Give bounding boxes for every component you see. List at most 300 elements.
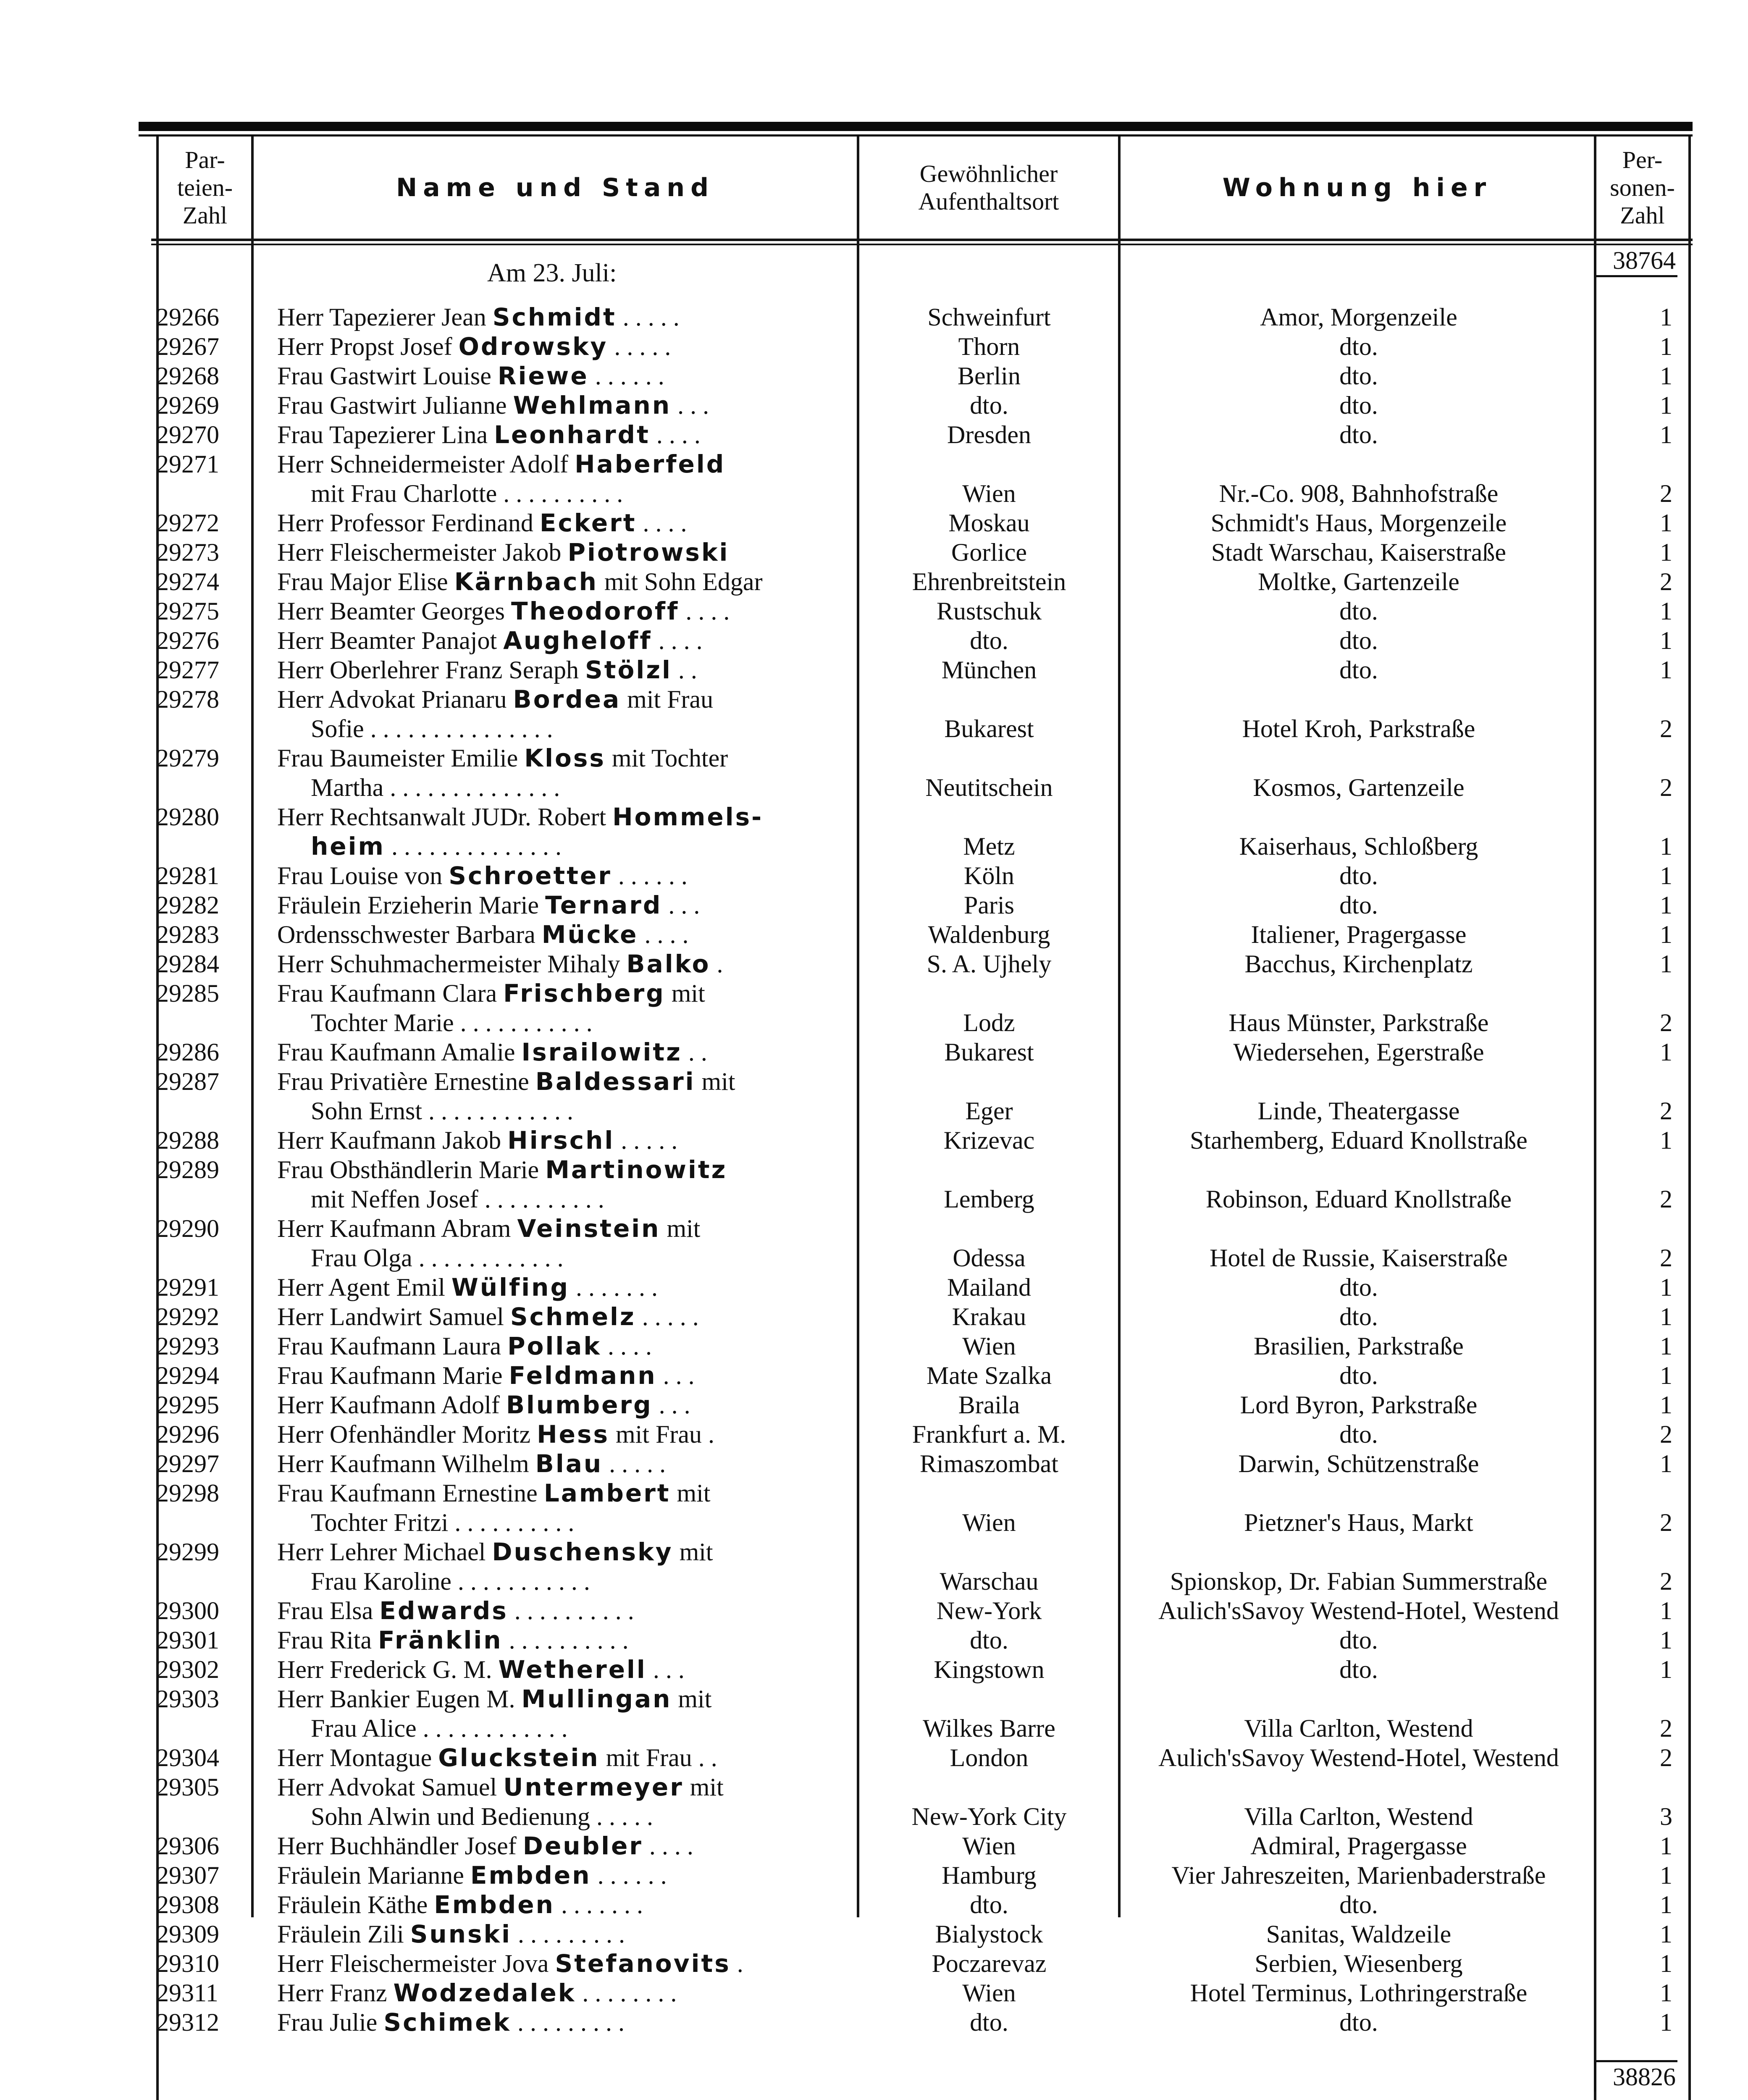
lodging-address: Sanitas, Waldzeile bbox=[1266, 1920, 1451, 1948]
name-and-status-continued bbox=[277, 1008, 874, 1037]
name-text: Herr Fleischermeister Jakob bbox=[277, 538, 568, 566]
usual-residence: Metz bbox=[963, 832, 1015, 860]
party-number: 29280 bbox=[156, 803, 219, 831]
name-text: Herr Agent Emil bbox=[277, 1273, 451, 1301]
lodging-address: Aulich'sSavoy Westend-Hotel, Westend bbox=[1158, 1744, 1559, 1772]
party-number: 29303 bbox=[156, 1685, 219, 1713]
name-and-status-continued bbox=[277, 1714, 874, 1743]
person-count: 1 bbox=[1660, 891, 1672, 919]
lodging-address: Kaiserhaus, Schloßberg bbox=[1239, 832, 1478, 860]
person-count: 1 bbox=[1660, 921, 1672, 948]
name-and-status bbox=[277, 1537, 840, 1567]
surname: Veinstein bbox=[517, 1214, 661, 1243]
name-text: Frau Alice . . . . . . . . . . . . bbox=[311, 1714, 568, 1742]
usual-residence: Gorlice bbox=[951, 538, 1027, 566]
usual-residence: Wien bbox=[962, 1979, 1016, 2007]
usual-residence: Wilkes Barre bbox=[923, 1714, 1055, 1742]
party-number: 29277 bbox=[156, 656, 219, 684]
lodging-address: dto. bbox=[1339, 1656, 1378, 1683]
name-text: Herr Kaufmann Jakob bbox=[277, 1126, 508, 1154]
name-and-status bbox=[277, 1743, 840, 1772]
name-text: Herr Schneidermeister Adolf bbox=[277, 450, 575, 478]
usual-residence: Dresden bbox=[947, 421, 1031, 449]
name-text: mit bbox=[660, 1215, 701, 1242]
lodging-address: dto. bbox=[1339, 891, 1378, 919]
lodging-address: dto. bbox=[1339, 362, 1378, 390]
surname: Mücke bbox=[541, 920, 638, 949]
name-text: . . . bbox=[656, 1362, 695, 1389]
usual-residence: Krizevac bbox=[943, 1126, 1035, 1154]
name-text: Frau Elsa bbox=[277, 1597, 380, 1625]
name-text: mit Frau . bbox=[609, 1420, 715, 1448]
person-count: 1 bbox=[1660, 1891, 1672, 1919]
lodging-address: dto. bbox=[1339, 627, 1378, 654]
carry-over-total: 38764 bbox=[1594, 246, 1677, 277]
party-number: 29305 bbox=[156, 1773, 219, 1801]
name-text: Herr Fleischermeister Jova bbox=[277, 1950, 555, 1977]
name-text: Frau Obsthändlerin Marie bbox=[277, 1156, 546, 1184]
party-number: 29278 bbox=[156, 685, 219, 713]
name-text: . . . . . . . . . bbox=[511, 2008, 625, 2036]
name-text: Frau Kaufmann Amalie bbox=[277, 1038, 522, 1066]
person-count: 1 bbox=[1660, 1362, 1672, 1389]
party-number: 29309 bbox=[156, 1920, 219, 1948]
usual-residence: Wien bbox=[962, 1332, 1016, 1360]
name-text: mit Frau Charlotte . . . . . . . . . . bbox=[311, 480, 623, 507]
header-bottom-rule-2 bbox=[151, 244, 1693, 245]
name-text: Martha . . . . . . . . . . . . . . bbox=[311, 774, 560, 801]
usual-residence: Hamburg bbox=[942, 1861, 1037, 1889]
party-number: 29288 bbox=[156, 1126, 219, 1154]
lodging-address: Amor, Morgenzeile bbox=[1260, 303, 1457, 331]
header-name-and-status: Name und Stand bbox=[396, 173, 715, 202]
party-number: 29312 bbox=[156, 2008, 219, 2036]
party-number: 29283 bbox=[156, 921, 219, 948]
name-text: . . . . bbox=[601, 1332, 652, 1360]
person-count: 1 bbox=[1660, 950, 1672, 978]
person-count: 1 bbox=[1660, 509, 1672, 537]
person-count: 1 bbox=[1660, 627, 1672, 654]
party-number: 29292 bbox=[156, 1303, 219, 1331]
usual-residence: Lodz bbox=[963, 1009, 1015, 1037]
party-number: 29290 bbox=[156, 1215, 219, 1242]
surname: Ternard bbox=[545, 891, 662, 919]
party-number: 29276 bbox=[156, 627, 219, 654]
name-and-status bbox=[277, 743, 840, 773]
usual-residence: Krakau bbox=[952, 1303, 1026, 1331]
column-rule-right bbox=[1688, 136, 1691, 2100]
name-and-status bbox=[277, 1420, 840, 1449]
lodging-address: dto. bbox=[1339, 333, 1378, 360]
surname: Hirschl bbox=[507, 1126, 615, 1155]
usual-residence: New-York City bbox=[911, 1803, 1067, 1830]
surname: heim bbox=[311, 832, 385, 861]
surname: Schmidt bbox=[492, 303, 617, 331]
name-and-status bbox=[277, 361, 840, 391]
lodging-address: Villa Carlton, Westend bbox=[1244, 1803, 1473, 1830]
person-count: 2 bbox=[1660, 774, 1672, 801]
name-and-status bbox=[277, 685, 840, 714]
person-count: 1 bbox=[1660, 1656, 1672, 1683]
name-and-status bbox=[277, 449, 840, 479]
usual-residence: London bbox=[950, 1744, 1029, 1772]
lodging-address: Italiener, Pragergasse bbox=[1251, 921, 1467, 948]
party-number: 29271 bbox=[156, 450, 219, 478]
surname: Hess bbox=[537, 1420, 610, 1449]
name-and-status bbox=[277, 391, 840, 420]
name-text: . . . . . . . bbox=[554, 1891, 643, 1919]
date-line: Am 23. Juli: bbox=[487, 259, 617, 287]
name-and-status bbox=[277, 1273, 840, 1302]
name-text: Sohn Alwin und Bedienung . . . . . bbox=[311, 1803, 654, 1830]
surname: Wetherell bbox=[498, 1655, 647, 1684]
surname: Lambert bbox=[543, 1479, 671, 1507]
name-text: . . . . . bbox=[614, 1126, 678, 1154]
surname: Leonhardt bbox=[494, 420, 650, 449]
party-number: 29270 bbox=[156, 421, 219, 449]
name-text: Herr Advokat Prianaru bbox=[277, 685, 513, 713]
name-and-status bbox=[277, 802, 840, 832]
person-count: 2 bbox=[1660, 568, 1672, 596]
name-and-status bbox=[277, 1890, 840, 1919]
surname: Wülfing bbox=[451, 1273, 570, 1302]
usual-residence: Köln bbox=[964, 862, 1014, 890]
name-text: . . . . . . . . bbox=[576, 1979, 677, 2007]
party-number: 29266 bbox=[156, 303, 219, 331]
name-and-status-continued bbox=[277, 714, 874, 743]
person-count: 1 bbox=[1660, 421, 1672, 449]
name-and-status-continued bbox=[277, 1802, 874, 1831]
usual-residence: Ehrenbreitstein bbox=[912, 568, 1066, 596]
party-number: 29286 bbox=[156, 1038, 219, 1066]
person-count: 1 bbox=[1660, 1391, 1672, 1419]
surname: Theodoroff bbox=[511, 597, 680, 625]
header-person-count: Per- sonen- Zahl bbox=[1610, 146, 1675, 229]
surname: Duschensky bbox=[492, 1538, 673, 1566]
lodging-address: dto. bbox=[1339, 656, 1378, 684]
surname: Schmelz bbox=[510, 1302, 636, 1331]
name-text: Frau Gastwirt Julianne bbox=[277, 391, 513, 419]
lodging-address: dto. bbox=[1339, 391, 1378, 419]
name-text: Frau Kaufmann Laura bbox=[277, 1332, 508, 1360]
lodging-address: Bacchus, Kirchenplatz bbox=[1244, 950, 1473, 978]
usual-residence: Paris bbox=[964, 891, 1014, 919]
lodging-address: Robinson, Eduard Knollstraße bbox=[1205, 1185, 1512, 1213]
name-text: Herr Beamter Georges bbox=[277, 597, 511, 625]
surname: Mullingan bbox=[521, 1685, 672, 1713]
surname: Schroetter bbox=[449, 861, 612, 890]
name-text: Fräulein Erzieherin Marie bbox=[277, 891, 546, 919]
name-text: Frau Olga . . . . . . . . . . . . bbox=[311, 1244, 564, 1272]
usual-residence: Wien bbox=[962, 1832, 1016, 1860]
name-text: Herr Bankier Eugen M. bbox=[277, 1685, 522, 1713]
surname: Haberfeld bbox=[575, 450, 726, 478]
lodging-address: Serbien, Wiesenberg bbox=[1255, 1950, 1463, 1977]
surname: Balko bbox=[626, 950, 711, 978]
name-text: Herr Schuhmachermeister Mihaly bbox=[277, 950, 627, 978]
name-text: . bbox=[710, 950, 723, 978]
surname: Untermeyer bbox=[503, 1773, 684, 1801]
party-number: 29268 bbox=[156, 362, 219, 390]
person-count: 2 bbox=[1660, 1244, 1672, 1272]
person-count: 1 bbox=[1660, 1832, 1672, 1860]
usual-residence: Schweinfurt bbox=[927, 303, 1051, 331]
surname: Kärnbach bbox=[454, 567, 598, 596]
party-number: 29273 bbox=[156, 538, 219, 566]
name-text: . . . . bbox=[638, 921, 689, 948]
party-number: 29269 bbox=[156, 391, 219, 419]
name-text: Herr Beamter Panajot bbox=[277, 627, 504, 654]
party-number: 29282 bbox=[156, 891, 219, 919]
person-count: 2 bbox=[1660, 1185, 1672, 1213]
person-count: 2 bbox=[1660, 1009, 1672, 1037]
name-text: . . . . . . bbox=[588, 362, 664, 390]
name-text: Frau Louise von bbox=[277, 862, 449, 890]
name-and-status bbox=[277, 2008, 840, 2037]
usual-residence: Wien bbox=[962, 1509, 1016, 1536]
lodging-address: Vier Jahreszeiten, Marienbaderstraße bbox=[1171, 1861, 1546, 1889]
name-text: Herr Professor Ferdinand bbox=[277, 509, 540, 537]
party-number: 29275 bbox=[156, 597, 219, 625]
usual-residence: Bialystock bbox=[935, 1920, 1043, 1948]
usual-residence: Waldenburg bbox=[928, 921, 1050, 948]
name-and-status bbox=[277, 1772, 840, 1802]
lodging-address: Haus Münster, Parkstraße bbox=[1228, 1009, 1489, 1037]
person-count: 1 bbox=[1660, 1979, 1672, 2007]
usual-residence: Bukarest bbox=[944, 715, 1034, 743]
surname: Embden bbox=[434, 1890, 555, 1919]
party-number: 29299 bbox=[156, 1538, 219, 1566]
name-text: Herr Ofenhändler Moritz bbox=[277, 1420, 537, 1448]
party-number: 29298 bbox=[156, 1479, 219, 1507]
party-number: 29300 bbox=[156, 1597, 219, 1625]
name-text: Herr Rechtsanwalt JUDr. Robert bbox=[277, 803, 613, 831]
party-number: 29287 bbox=[156, 1068, 219, 1095]
name-and-status-continued bbox=[277, 1184, 874, 1214]
usual-residence: Moskau bbox=[948, 509, 1030, 537]
name-and-status bbox=[277, 1361, 840, 1390]
surname: Martinowitz bbox=[545, 1155, 727, 1184]
name-and-status bbox=[277, 1067, 840, 1096]
name-text: . . . . . bbox=[603, 1450, 666, 1478]
name-and-status-continued bbox=[277, 1243, 874, 1273]
surname: Stölzl bbox=[585, 656, 672, 684]
usual-residence: Odessa bbox=[953, 1244, 1026, 1272]
name-and-status bbox=[277, 302, 840, 332]
name-text: Herr Buchhändler Josef bbox=[277, 1832, 523, 1860]
name-text: Frau Baumeister Emilie bbox=[277, 744, 525, 772]
name-and-status bbox=[277, 1861, 840, 1890]
party-number: 29302 bbox=[156, 1656, 219, 1683]
lodging-address: Hotel Terminus, Lothringerstraße bbox=[1190, 1979, 1528, 2007]
name-text: Frau Major Elise bbox=[277, 568, 454, 596]
party-number: 29296 bbox=[156, 1420, 219, 1448]
name-and-status-continued bbox=[277, 479, 874, 508]
lodging-address: dto. bbox=[1339, 1420, 1378, 1448]
name-text: . . . . bbox=[652, 627, 703, 654]
name-and-status bbox=[277, 508, 840, 538]
name-and-status bbox=[277, 626, 840, 655]
party-number: 29285 bbox=[156, 979, 219, 1007]
name-text: . . . bbox=[646, 1656, 685, 1683]
name-and-status bbox=[277, 979, 840, 1008]
party-number: 29295 bbox=[156, 1391, 219, 1419]
surname: Stefanovits bbox=[555, 1949, 731, 1978]
name-text: Herr Landwirt Samuel bbox=[277, 1303, 510, 1331]
usual-residence: Braila bbox=[958, 1391, 1020, 1419]
name-and-status bbox=[277, 1302, 840, 1331]
surname: Blumberg bbox=[506, 1391, 653, 1419]
header-bottom-rule bbox=[151, 239, 1693, 241]
name-text: mit bbox=[672, 1685, 712, 1713]
lodging-address: Spionskop, Dr. Fabian Summerstraße bbox=[1170, 1567, 1548, 1595]
name-and-status bbox=[277, 1831, 840, 1861]
name-text: . . . . . bbox=[608, 333, 671, 360]
party-number: 29293 bbox=[156, 1332, 219, 1360]
name-text: . . bbox=[682, 1038, 707, 1066]
lodging-address: Schmidt's Haus, Morgenzeile bbox=[1210, 509, 1507, 537]
person-count: 2 bbox=[1660, 1509, 1672, 1536]
person-count: 1 bbox=[1660, 1626, 1672, 1654]
name-text: . . . . . . . bbox=[569, 1273, 658, 1301]
name-text: Fräulein Zili bbox=[277, 1920, 410, 1948]
name-text: mit bbox=[665, 979, 705, 1007]
surname: Baldessari bbox=[535, 1067, 696, 1096]
person-count: 1 bbox=[1660, 1273, 1672, 1301]
party-number: 29274 bbox=[156, 568, 219, 596]
column-rule-1 bbox=[251, 136, 254, 1917]
person-count: 2 bbox=[1660, 1420, 1672, 1448]
name-text: Herr Oberlehrer Franz Seraph bbox=[277, 656, 585, 684]
name-and-status bbox=[277, 949, 840, 979]
party-number: 29310 bbox=[156, 1950, 219, 1977]
usual-residence: Neutitschein bbox=[925, 774, 1053, 801]
lodging-address: dto. bbox=[1339, 1362, 1378, 1389]
person-count: 1 bbox=[1660, 1597, 1672, 1625]
name-and-status bbox=[277, 890, 840, 920]
person-count: 1 bbox=[1660, 832, 1672, 860]
name-text: mit Neffen Josef . . . . . . . . . . bbox=[311, 1185, 604, 1213]
usual-residence: Warschau bbox=[940, 1567, 1039, 1595]
name-text: . . . . bbox=[643, 1832, 693, 1860]
person-count: 3 bbox=[1660, 1803, 1672, 1830]
surname: Wehlmann bbox=[513, 391, 672, 420]
person-count: 1 bbox=[1660, 538, 1672, 566]
name-text: . . . . bbox=[636, 509, 687, 537]
surname: Gluckstein bbox=[438, 1743, 600, 1772]
person-count: 1 bbox=[1660, 1861, 1672, 1889]
lodging-address: Admiral, Pragergasse bbox=[1250, 1832, 1467, 1860]
lodging-address: dto. bbox=[1339, 1303, 1378, 1331]
party-number: 29289 bbox=[156, 1156, 219, 1184]
usual-residence: Berlin bbox=[958, 362, 1021, 390]
person-count: 1 bbox=[1660, 1038, 1672, 1066]
header-party-number: Par- teien- Zahl bbox=[177, 146, 233, 229]
surname: Blau bbox=[535, 1449, 603, 1478]
lodging-address: Hotel de Russie, Kaiserstraße bbox=[1210, 1244, 1508, 1272]
party-number: 29279 bbox=[156, 744, 219, 772]
name-text: . . . . . . . . . . bbox=[508, 1597, 634, 1625]
name-text: . . . bbox=[662, 891, 700, 919]
name-and-status bbox=[277, 1390, 840, 1420]
usual-residence: dto. bbox=[970, 2008, 1008, 2036]
person-count: 1 bbox=[1660, 362, 1672, 390]
header-usual-residence: Gewöhnlicher Aufenthaltsort bbox=[918, 160, 1059, 215]
usual-residence: S. A. Ujhely bbox=[926, 950, 1052, 978]
usual-residence: München bbox=[941, 656, 1037, 684]
lodging-address: dto. bbox=[1339, 421, 1378, 449]
surname: Eckert bbox=[539, 509, 637, 537]
lodging-address: Starhemberg, Eduard Knollstraße bbox=[1190, 1126, 1528, 1154]
usual-residence: Rimaszombat bbox=[920, 1450, 1058, 1478]
surname: Embden bbox=[470, 1861, 591, 1890]
name-text: Sohn Ernst . . . . . . . . . . . . bbox=[311, 1097, 574, 1125]
name-text: Frau Kaufmann Marie bbox=[277, 1362, 509, 1389]
top-thick-rule bbox=[139, 122, 1693, 131]
name-and-status bbox=[277, 332, 840, 361]
party-number: 29308 bbox=[156, 1891, 219, 1919]
name-text: Herr Frederick G. M. bbox=[277, 1656, 499, 1683]
usual-residence: Eger bbox=[965, 1097, 1013, 1125]
name-and-status bbox=[277, 1625, 840, 1655]
lodging-address: Villa Carlton, Westend bbox=[1244, 1714, 1473, 1742]
header-lodging-here: Wohnung hier bbox=[1222, 173, 1492, 202]
surname: Feldmann bbox=[509, 1361, 657, 1390]
lodging-address: Lord Byron, Parkstraße bbox=[1240, 1391, 1478, 1419]
lodging-address: Linde, Theatergasse bbox=[1257, 1097, 1460, 1125]
name-and-status bbox=[277, 1037, 840, 1067]
name-text: . . . . bbox=[650, 421, 701, 449]
name-text: . . . . . . . . . . . . . . bbox=[385, 832, 562, 860]
name-and-status bbox=[277, 1919, 840, 1949]
person-count: 1 bbox=[1660, 597, 1672, 625]
usual-residence: Kingstown bbox=[934, 1656, 1045, 1683]
name-text: . . . . . . bbox=[591, 1861, 667, 1889]
lodging-address: Hotel Kroh, Parkstraße bbox=[1242, 715, 1475, 743]
surname: Piotrowski bbox=[567, 538, 730, 567]
name-text: Tochter Fritzi . . . . . . . . . . bbox=[311, 1509, 575, 1536]
lodging-address: Pietzner's Haus, Markt bbox=[1244, 1509, 1473, 1536]
person-count: 1 bbox=[1660, 656, 1672, 684]
party-number: 29297 bbox=[156, 1450, 219, 1478]
surname: Wodzedalek bbox=[393, 1979, 576, 2007]
usual-residence: Bukarest bbox=[944, 1038, 1034, 1066]
surname: Edwards bbox=[379, 1596, 508, 1625]
person-count: 1 bbox=[1660, 1126, 1672, 1154]
lodging-address: Aulich'sSavoy Westend-Hotel, Westend bbox=[1158, 1597, 1559, 1625]
name-and-status-continued bbox=[277, 773, 874, 802]
name-and-status bbox=[277, 1949, 840, 1978]
usual-residence: Wien bbox=[962, 480, 1016, 507]
name-text: Fräulein Marianne bbox=[277, 1861, 470, 1889]
lodging-address: Moltke, Gartenzeile bbox=[1258, 568, 1459, 596]
usual-residence: Poczarevaz bbox=[932, 1950, 1047, 1977]
surname: Hommels- bbox=[612, 803, 764, 831]
name-and-status bbox=[277, 861, 840, 890]
person-count: 2 bbox=[1660, 1744, 1672, 1772]
name-text: . bbox=[730, 1950, 743, 1977]
name-text: . . . . . . . . . . bbox=[502, 1626, 629, 1654]
name-text: Frau Gastwirt Louise bbox=[277, 362, 498, 390]
party-number: 29294 bbox=[156, 1362, 219, 1389]
name-text: Herr Kaufmann Wilhelm bbox=[277, 1450, 535, 1478]
surname: Sunski bbox=[410, 1920, 512, 1948]
name-text: mit bbox=[673, 1538, 713, 1566]
surname: Israilowitz bbox=[521, 1038, 682, 1066]
column-rule-3 bbox=[1118, 136, 1121, 1917]
name-and-status bbox=[277, 1655, 840, 1684]
surname: Frischberg bbox=[503, 979, 665, 1008]
